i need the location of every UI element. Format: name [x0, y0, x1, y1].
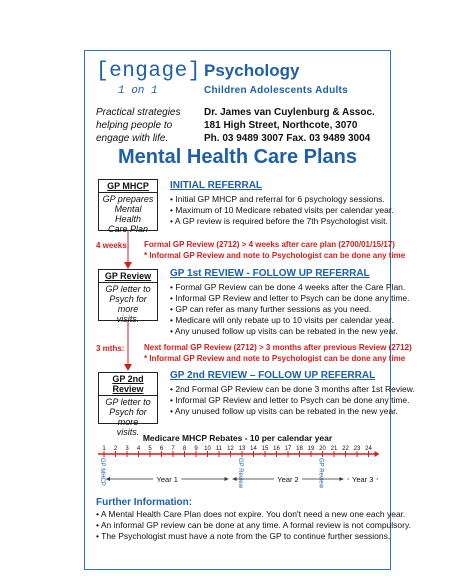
section-title-initial: INITIAL REFERRAL	[170, 180, 263, 191]
further-info-heading: Further Information:	[96, 497, 193, 508]
timeline-tick-label: 12	[227, 446, 234, 452]
timeline-arrow-icon	[375, 451, 380, 457]
bullet: • GP can refer as many further sessions as you need.	[170, 304, 372, 314]
brand-logo: [engage]	[96, 60, 201, 83]
contact-name: Dr. James van Cuylenburg & Assoc.	[204, 107, 375, 118]
step-box-body	[99, 193, 157, 240]
second-review-bullets	[170, 384, 415, 417]
further-info-item: • An informal GP review can be done at any time. A formal review is not compulsory.	[96, 520, 411, 530]
timeline-tick-label: 20	[319, 446, 326, 452]
timeline-tick-label: 18	[296, 446, 303, 452]
audiences: Children Adolescents Adults	[204, 85, 349, 96]
year-span-arrow-icon	[225, 477, 229, 481]
step-box-line: visits.	[116, 314, 140, 324]
timeline-marker: GP Review	[317, 458, 324, 488]
year-label: Year 3	[352, 475, 374, 484]
timeline-tick-label: 23	[353, 446, 361, 452]
further-info-item: • The Psychologist must have a note from the GP to continue further sessions.	[96, 531, 391, 541]
page-title: Mental Health Care Plans	[118, 146, 357, 168]
step-box-line: Care Plan	[107, 224, 149, 234]
step-box-gp-mhcp	[98, 179, 158, 234]
step-box-gp-2nd-review	[98, 372, 158, 437]
timeline-tick-label: 24	[365, 446, 372, 452]
interval-line: Formal GP Review (2712) > 4 weeks after care plan (2700/01/15/17)	[144, 240, 395, 249]
contact-phone: Ph. 03 9489 3007 Fax. 03 9489 3004	[204, 133, 371, 144]
timeline-tick-label: 4	[136, 446, 141, 452]
practice-name: Psychology	[204, 61, 300, 80]
timeline-title: Medicare MHCP Rebates - 10 per calendar year	[142, 433, 333, 443]
interval-label: 3 mths:	[96, 344, 125, 353]
interval-note	[144, 239, 405, 261]
interval-line: * Informal GP Review and note to Psychologist can be done any time	[144, 251, 406, 260]
interval-line: Next formal GP Review (2712) > 3 months after previous Review (2712)	[144, 343, 412, 352]
timeline-tick-label: 5	[148, 446, 152, 452]
timeline-tick-label: 6	[159, 446, 164, 452]
further-info-list	[96, 509, 411, 542]
timeline-tick-label: 13	[238, 446, 246, 452]
timeline-tick-label: 7	[171, 446, 175, 452]
timeline-tick-label: 19	[307, 446, 315, 452]
timeline-tick-label: 11	[215, 446, 223, 452]
step-box-gp-review	[98, 269, 158, 324]
further-info-item: • A Mental Health Care Plan does not expire. You don't need a new one each year.	[96, 509, 406, 519]
arrow-down-icon	[124, 364, 132, 371]
year-span-arrow-icon	[106, 477, 110, 481]
tagline	[96, 106, 180, 145]
timeline-tick-label: 16	[273, 446, 280, 452]
timeline-tick-label: 9	[194, 446, 198, 452]
interval-line: * Informal GP Review and note to Psychologist can be done any time	[144, 354, 406, 363]
bullet: • Initial GP MHCP and referral for 6 psychology sessions.	[170, 194, 385, 204]
timeline-marker: GP Review	[237, 458, 243, 488]
initial-bullets	[170, 194, 394, 227]
bullet: • Formal GP Review can be done 4 weeks after the Care Plan.	[170, 282, 406, 292]
timeline-tick-label: 10	[204, 446, 211, 452]
step-box-line: Psych for more	[109, 407, 147, 427]
bullet: • Informal GP Review and letter to Psych can be done any time.	[170, 395, 410, 405]
timeline-tick-label: 8	[182, 446, 187, 452]
year-label: Year 1	[156, 475, 178, 484]
bullet: • Informal GP Review and letter to Psych can be done any time.	[170, 293, 410, 303]
tagline-line: helping people to	[96, 120, 173, 131]
year-span-arrow-icon	[233, 477, 237, 481]
first-review-bullets	[170, 282, 410, 337]
step-box-line: visits.	[116, 427, 140, 437]
year-label: Year 2	[277, 475, 299, 484]
section-title-first-review: GP 1st REVIEW - FOLLOW UP REFERRAL	[170, 268, 370, 279]
timeline-tick-label: 15	[261, 446, 269, 452]
timeline-tick-label: 21	[330, 446, 338, 452]
arrow-down-icon	[124, 262, 132, 269]
step-box-line: Mental Health	[114, 204, 142, 224]
bullet: • Medicare will only rebate up to 10 visits per calendar year.	[170, 315, 394, 325]
step-box-line: GP letter to	[105, 284, 151, 294]
step-box-body	[99, 283, 157, 330]
step-box-title: GP Review	[99, 270, 157, 283]
interval-label: 4 weeks:	[96, 241, 130, 250]
timeline-marker: GP MHCP	[99, 458, 105, 486]
interval-note	[144, 342, 412, 364]
timeline-tick-label: 2	[113, 446, 118, 452]
tagline-line: Practical strategies	[96, 107, 181, 118]
section-title-second-review: GP 2nd REVIEW – FOLLOW UP REFERRAL	[170, 370, 376, 381]
step-box-line: Psych for more	[109, 294, 147, 314]
rebate-timeline	[90, 442, 386, 492]
timeline-tick-label: 14	[250, 446, 257, 452]
step-box-line: GP letter to	[105, 397, 151, 407]
timeline-tick-label: 17	[284, 446, 292, 452]
tagline-line: engage with life.	[96, 133, 169, 144]
step-box-title: GP MHCP	[99, 180, 157, 193]
bullet: • A GP review is required before the 7th Psychologist visit.	[170, 216, 388, 226]
bullet: • Maximum of 10 Medicare rebated visits per calendar year.	[170, 205, 394, 215]
brand-subtitle: 1 on 1	[118, 85, 158, 97]
bullet: • Any unused follow up visits can be rebated in the new year.	[170, 406, 398, 416]
contact-details	[204, 106, 375, 145]
timeline-tick-label: 3	[125, 446, 129, 452]
bullet: • Any unused follow up visits can be rebated in the new year.	[170, 326, 398, 336]
timeline-tick-label: 22	[342, 446, 349, 452]
contact-address: 181 High Street, Northcote, 3070	[204, 120, 358, 131]
step-box-line: GP prepares	[102, 194, 154, 204]
timeline-tick-label: 1	[102, 446, 106, 452]
year-span-arrow-icon	[340, 477, 344, 481]
bullet: • 2nd Formal GP Review can be done 3 months after 1st Review.	[170, 384, 415, 394]
step-box-title: GP 2nd Review	[99, 373, 157, 396]
